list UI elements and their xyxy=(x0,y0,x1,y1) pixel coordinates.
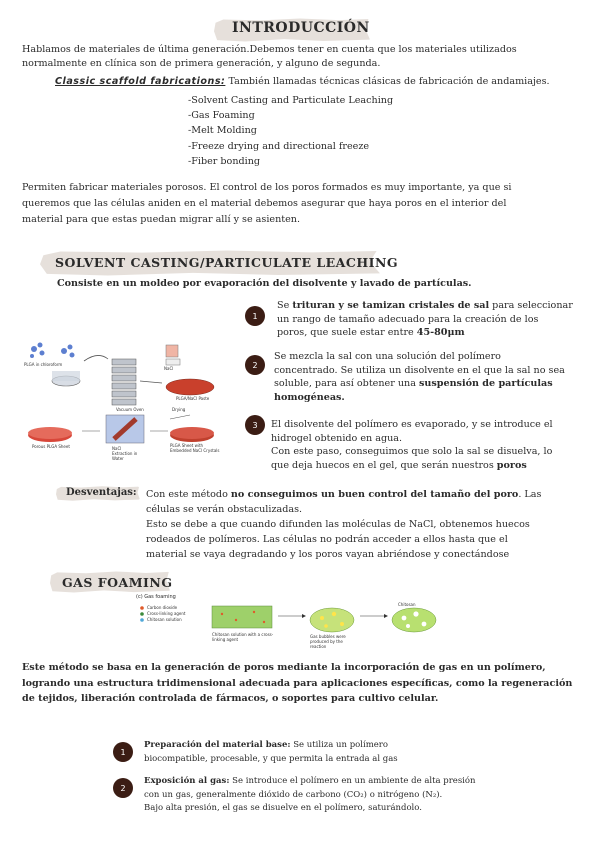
figure-label: Chitosan solution with a cross-linking agent xyxy=(212,632,274,642)
list-item: -Melt Molding xyxy=(188,125,257,137)
classic-scaffold-text: También llamadas técnicas clásicas de fabricación de andamiajes. xyxy=(225,76,550,87)
gas-step-2: Exposición al gas: Se introduce el polímero en un ambiente de alta presión con un gas, generalmente dióxido de carbono (CO₂) o nitrógeno (N₂). Bajo alta presión, el gas se disuelve en el polímero, saturándolo. xyxy=(144,776,476,813)
step-number-badge: 2 xyxy=(113,778,133,798)
diagram-label: PLGA in chloroform xyxy=(24,362,63,367)
gas-step-1: Preparación del material base: Se utiliza un polímero biocompatible, procesable, y que permita la entrada al gas xyxy=(144,740,398,764)
techniques-list xyxy=(188,93,393,169)
list-item: -Solvent Casting and Particulate Leaching xyxy=(188,95,394,106)
step-number-badge: 2 xyxy=(245,355,265,375)
figure-legend: Carbon dioxide Cross-linking agent Chitosan solution xyxy=(147,605,186,622)
figure-title: (c) Gas foaming xyxy=(136,594,176,600)
intro-title: INTRODUCCIÓN xyxy=(232,20,370,36)
list-item: -Gas Foaming xyxy=(188,110,255,122)
diagram-label: Drying xyxy=(172,407,186,412)
gas-paragraph: Este método se basa en la generación de poros mediante la incorporación de gas en un polímero, logrando una estructura tridimensional adecuada para aplicaciones específicas, como la regeneración de tejidos, liberación controlada de fármacos, o soportes para cultivo celular. xyxy=(22,662,573,704)
diagram-label: PLGA/NaCl Paste xyxy=(176,396,210,401)
solvent-casting-diagram xyxy=(20,335,232,463)
gas-foaming-svg xyxy=(136,594,466,652)
intro-paragraph-line: normalmente en clínica son de primera generación, y alguno de segunda. xyxy=(22,58,381,69)
figure-label: Chitosan xyxy=(398,602,416,607)
figure-label: Gas bubbles were produced by the reaction xyxy=(310,634,346,649)
solvent-step-1: Se trituran y se tamizan cristales de sal para seleccionar un rango de tamaño adecuado para la creación de los poros, que suele estar entre 45-80μm xyxy=(277,300,573,338)
solvent-subtitle: Consiste en un moldeo por evaporación del disolvente y lavado de partículas. xyxy=(57,278,472,289)
classic-scaffold-label: Classic scaffold fabrications: xyxy=(55,76,226,87)
diagram-label: NaCl Extraction in Water xyxy=(112,446,138,461)
diagram-label: Porous PLGA Sheet xyxy=(32,444,70,449)
step-number-badge: 1 xyxy=(113,742,133,762)
gas-title: GAS FOAMING xyxy=(62,575,173,590)
solvent-step-2: Se mezcla la sal con una solución del polímero concentrado. Se utiliza un disolvente en el que la sal no sea soluble, para así obtener una suspensión de partículas homogéneas. xyxy=(274,351,565,403)
solvent-title: SOLVENT CASTING/PARTICULATE LEACHING xyxy=(55,255,399,270)
solvent-step-3: El disolvente del polímero es evaporado, y se introduce el hidrogel obtenido en agua. Con este paso, conseguimos que solo la sal se disuelva, lo que deja huecos en el gel, que serán nuestros poros xyxy=(271,419,553,471)
paragraph-line: Permiten fabricar materiales porosos. El control de los poros formados es muy importante, ya que si xyxy=(22,182,512,193)
disadvantages-label: Desventajas: xyxy=(66,487,137,498)
diagram-label: Vacuum Oven xyxy=(116,407,144,412)
diagram-label: PLGA Sheet with Embedded NaCl Crystals xyxy=(170,443,220,453)
classic-scaffold-line xyxy=(55,75,550,90)
intro-porous-paragraph xyxy=(22,180,511,228)
gas-foaming-figure xyxy=(136,594,466,652)
disadvantages-text: Con este método no conseguimos un buen control del tamaño del poro. Las células se verán obstaculizadas. Esto se debe a que cuando difunden las moléculas de NaCl, obtenemos huecos rodeados de polímeros. Las células no podrán acceder a ellos hasta que el material se vaya degradando y los poros vayan abriéndose y conectándose xyxy=(146,489,542,560)
list-item: -Fiber bonding xyxy=(188,155,261,167)
intro-paragraph-line: Hablamos de materiales de última generación.Debemos tener en cuenta que los materiales utilizados xyxy=(22,44,517,55)
paragraph-line: queremos que las células aniden en el material debemos asegurar que haya poros en el interior del xyxy=(22,198,507,209)
paragraph-line: material para que estas puedan migrar allí y se asienten. xyxy=(22,214,301,225)
diagram-label: NaCl xyxy=(164,366,174,371)
step-number-badge: 1 xyxy=(245,306,265,326)
list-item: -Freeze drying and directional freeze xyxy=(188,140,370,152)
step-number-badge: 3 xyxy=(245,415,265,435)
